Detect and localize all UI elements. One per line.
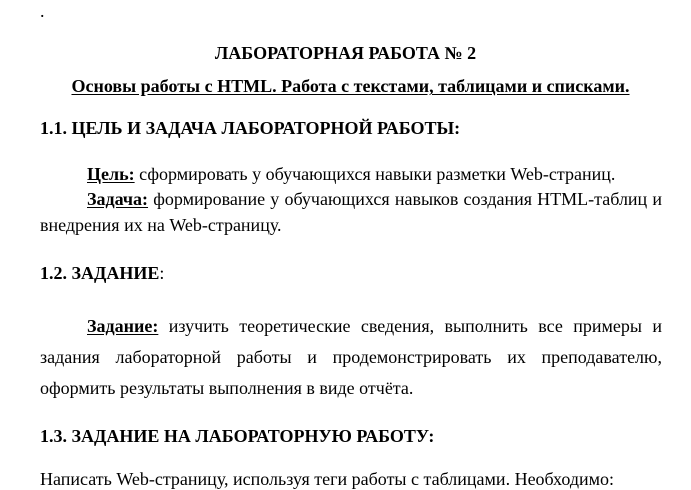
assignment-paragraph — [40, 311, 662, 404]
assignment-text: изучить теоретические сведения, выполнить все примеры и задания лабораторной работы и продемонстрировать их преподавателю, оформить результаты выполнения в виде отчёта. — [40, 316, 662, 398]
lab-subtitle: Основы работы с HTML. Работа с текстами, таблицами и списками. — [71, 76, 630, 96]
goal-label: Цель: — [87, 164, 135, 184]
section-2-heading-text: 1.2. ЗАДАНИЕ — [40, 263, 160, 283]
task-text: формирование у обучающихся навыков создания HTML-таблиц и внедрения их на Web-страницу. — [40, 189, 662, 235]
lab-title: ЛАБОРАТОРНАЯ РАБОТА № 2 — [214, 43, 477, 63]
section-3-heading — [40, 425, 434, 447]
goal-text: сформировать у обучающихся навыки разметки Web-страниц. — [134, 164, 616, 184]
section-2-heading-suffix: : — [159, 263, 165, 283]
section-1-heading — [40, 117, 460, 139]
task-paragraph — [40, 186, 662, 238]
task-label: Задача: — [87, 189, 149, 209]
stray-dot: . — [40, 1, 45, 21]
section-3-text: Написать Web-страницу, используя теги работы с таблицами. Необходимо: — [40, 469, 615, 489]
goal-paragraph — [40, 162, 662, 186]
section-2-heading — [40, 262, 164, 284]
assignment-label: Задание: — [87, 316, 159, 336]
section-3-heading-text: 1.3. ЗАДАНИЕ НА ЛАБОРАТОРНУЮ РАБОТУ: — [40, 426, 435, 446]
section-1-heading-text: 1.1. ЦЕЛЬ И ЗАДАЧА ЛАБОРАТОРНОЙ РАБОТЫ: — [40, 118, 461, 138]
